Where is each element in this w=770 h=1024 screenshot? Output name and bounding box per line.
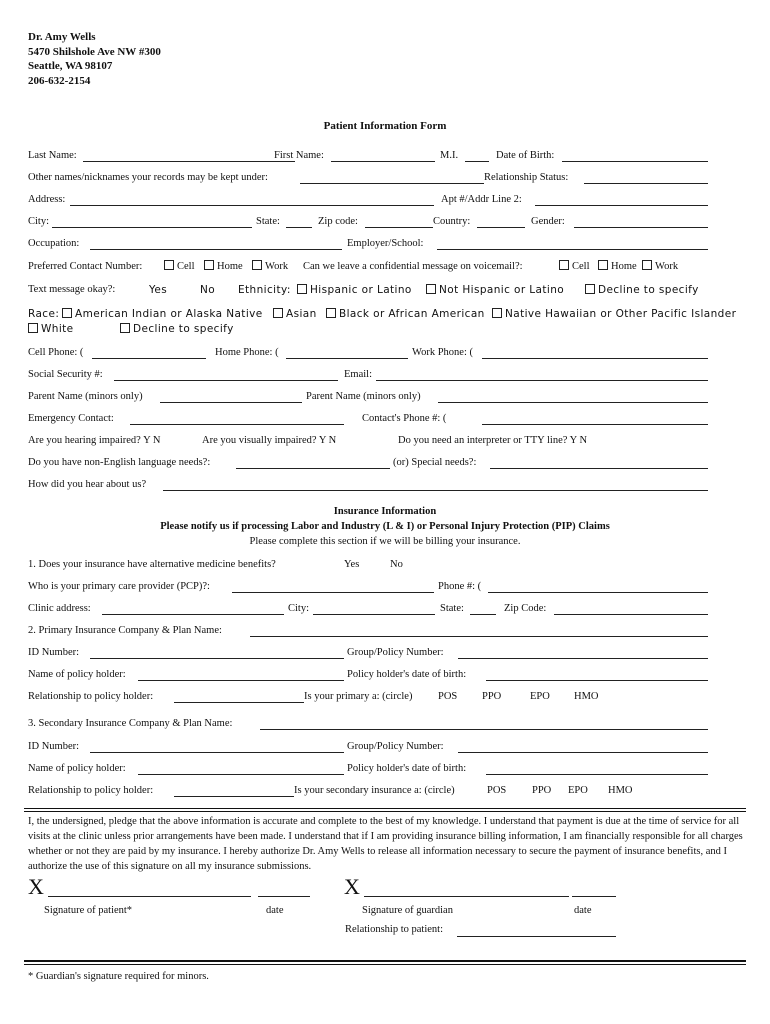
secondary-relationship-row: Relationship to policy holder: Is your secondary insurance a: (circle) POS PPO EPO HMO [28,785,633,796]
state-field[interactable] [286,215,312,228]
clinic-phone: 206-632-2154 [28,74,91,87]
relationship-to-patient-field[interactable] [457,924,616,937]
divider [24,808,746,809]
pledge-text: I, the undersigned, pledge that the above information is accurate and complete to the best of my knowledge. I understand that payment is due at the time of service for all visits at the clinic unless prior arrangements have been made. I understand that if I am providing insurance billing information, I am financially responsible for all charges whether or not they are paid by my insurance. I hereby authorize Dr. Amy Wells to release all information necessary to secure the payment of insurance benefits, and I authorize the use of this signature on all my insurance submissions. [28,816,743,872]
race-white[interactable]: White [28,322,74,336]
insurance-instruction: Please complete this section if we will be billing your insurance. [249,536,521,547]
primary-id-row: ID Number: Group/Policy Number: [28,646,708,660]
primary-group-field[interactable] [458,646,708,659]
text-no[interactable]: No [200,284,216,296]
guardian-sign-label: Signature of guardian [362,905,453,916]
pref-work-checkbox[interactable]: Work [252,260,288,274]
clinic-city: Seattle, WA 98107 [28,60,113,72]
impaired-row: Are you hearing impaired? Y N Are you visually impaired? Y N Do you need an interpreter or TTY line? Y N [28,435,588,446]
doctor-name: Dr. Amy Wells [28,31,96,43]
primary-pos[interactable]: POS [438,691,458,702]
footer-divider-2 [24,964,746,965]
insurance-title: Insurance Information [333,506,437,517]
secondary-pos[interactable]: POS [487,785,507,796]
relationship-label: Relationship to patient: [345,924,443,935]
ssn-field[interactable] [114,368,338,381]
secondary-group-field[interactable] [458,740,708,753]
secondary-holder-row: Name of policy holder: Policy holder's date of birth: [28,762,708,776]
race-pacific-islander[interactable]: Native Hawaiian or Other Pacific Islander [492,307,736,321]
alt-yes[interactable]: Yes [344,559,360,570]
non-english-field[interactable] [236,456,390,469]
secondary-holder-dob-field[interactable] [486,762,708,775]
hispanic-checkbox[interactable]: Hispanic or Latino [297,283,412,297]
employer-field[interactable] [437,237,708,250]
occupation-field[interactable] [90,237,342,250]
clinic-header [28,30,708,88]
footnote: * Guardian's signature required for minors. [28,971,209,982]
not-hispanic-checkbox[interactable]: Not Hispanic or Latino [426,283,564,297]
primary-epo[interactable]: EPO [530,691,550,702]
alt-medicine-row: 1. Does your insurance have alternative medicine benefits? Yes No [28,559,403,570]
secondary-id-row: ID Number: Group/Policy Number: [28,740,708,754]
guardian-signature-field[interactable] [364,882,569,897]
work-phone-field[interactable] [482,346,708,359]
cell-phone-field[interactable] [92,346,206,359]
patient-date-label: date [266,905,284,916]
city-row: City: State: Zip code: Country: Gender: [28,215,708,229]
secondary-holder-field[interactable] [138,762,344,775]
secondary-ppo[interactable]: PPO [532,785,552,796]
race-american-indian[interactable]: American Indian or Alaska Native [62,307,263,321]
secondary-relationship-field[interactable] [174,784,294,797]
parent-row: Parent Name (minors only) Parent Name (minors only) [28,390,708,404]
guardian-date-field[interactable] [572,882,616,897]
city-field[interactable] [52,215,252,228]
ssn-row: Social Security #: Email: [28,368,708,382]
primary-holder-dob-field[interactable] [486,668,708,681]
race-decline[interactable]: Decline to specify [120,322,234,336]
ethnicity-decline-checkbox[interactable]: Decline to specify [585,283,699,297]
contact-pref-row: Preferred Contact Number: Cell Home Work Can we leave a confidential message on voicemail?: Cell Home Work [28,261,679,272]
race-row-2 [28,322,708,336]
pcp-field[interactable] [232,580,434,593]
emergency-field[interactable] [130,412,344,425]
insurance-notice: Please notify us if processing Labor and Industry (L & I) or Personal Injury Protection (PIP) Claims [160,521,610,532]
apt-field[interactable] [535,193,708,206]
pcp-phone-field[interactable] [488,580,708,593]
primary-id-field[interactable] [90,646,344,659]
race-asian[interactable]: Asian [273,307,317,321]
footer-divider [24,960,746,962]
gender-field[interactable] [574,215,708,228]
home-phone-field[interactable] [286,346,408,359]
primary-holder-row: Name of policy holder: Policy holder's date of birth: [28,668,708,682]
clinic-city-field[interactable] [313,602,435,615]
other-names-field[interactable] [300,171,484,184]
secondary-hmo[interactable]: HMO [608,785,633,796]
alt-no[interactable]: No [390,559,403,570]
divider-2 [24,811,746,812]
race-black[interactable]: Black or African American [326,307,485,321]
address-row: Address: Apt #/Addr Line 2: [28,193,708,207]
patient-sign-label: Signature of patient* [44,905,133,916]
vm-home-checkbox[interactable]: Home [598,260,637,274]
dob-field[interactable] [562,149,708,162]
race-row: Race: American Indian or Alaska Native Asian Black or African American Native Hawaiian or Other Pacific Islander [28,308,737,320]
country-field[interactable] [477,215,525,228]
language-row: Do you have non-English language needs?: (or) Special needs?: [28,456,708,470]
secondary-id-field[interactable] [90,740,344,753]
parent1-field[interactable] [160,390,302,403]
primary-hmo[interactable]: HMO [574,691,599,702]
contact-phone-field[interactable] [482,412,708,425]
primary-ins-row: 2. Primary Insurance Company & Plan Name: [28,624,708,638]
secondary-epo[interactable]: EPO [568,785,588,796]
clinic-row: Clinic address: City: State: Zip Code: [28,602,708,616]
primary-relationship-field[interactable] [174,690,304,703]
relationship-status-field[interactable] [584,171,708,184]
pref-cell-checkbox[interactable]: Cell [164,260,195,274]
text-yes[interactable]: Yes [149,284,168,296]
special-needs-field[interactable] [490,456,708,469]
guardian-date-label: date [574,905,592,916]
patient-signature-field[interactable] [48,882,251,897]
occupation-row: Occupation: Employer/School: [28,237,708,251]
primary-holder-field[interactable] [138,668,344,681]
email-field[interactable] [376,368,708,381]
phones-row: Cell Phone: ( Home Phone: ( Work Phone: ( [28,346,708,360]
address-field[interactable] [70,193,434,206]
hear-about-row: How did you hear about us? [28,478,708,492]
pcp-row: Who is your primary care provider (PCP)?: Phone #: ( [28,580,708,594]
primary-ppo[interactable]: PPO [482,691,502,702]
primary-ins-field[interactable] [250,624,708,637]
text-ethnicity-row: Text message okay?: Yes No Ethnicity: Hispanic or Latino Not Hispanic or Latino Decline to specify [28,284,699,296]
primary-relationship-row: Relationship to policy holder: Is your primary a: (circle) POS PPO EPO HMO [28,691,599,702]
clinic-address-field[interactable] [102,602,284,615]
clinic-address: 5470 Shilshole Ave NW #300 [28,45,161,58]
vm-work-checkbox[interactable]: Work [642,260,678,274]
other-names-row: Other names/nicknames your records may be kept under: Relationship Status: [28,171,708,185]
hear-about-field[interactable] [163,478,708,491]
guardian-sign-x: X [344,874,360,899]
clinic-state-field[interactable] [470,602,496,615]
patient-date-field[interactable] [258,882,310,897]
form-title: Patient Information Form [323,120,447,132]
first-name-field[interactable] [331,149,435,162]
last-name-field[interactable] [83,149,295,162]
name-row: Last Name: First Name: M.I. Date of Birth: [28,149,708,163]
mi-field[interactable] [465,149,489,162]
secondary-ins-field[interactable] [260,717,708,730]
patient-sign-x: X [28,874,44,899]
parent2-field[interactable] [438,390,708,403]
pref-home-checkbox[interactable]: Home [204,260,243,274]
clinic-zip-field[interactable] [554,602,708,615]
zip-field[interactable] [365,215,433,228]
secondary-ins-row: 3. Secondary Insurance Company & Plan Name: [28,717,708,731]
vm-cell-checkbox[interactable]: Cell [559,260,590,274]
emergency-row: Emergency Contact: Contact's Phone #: ( [28,412,708,426]
